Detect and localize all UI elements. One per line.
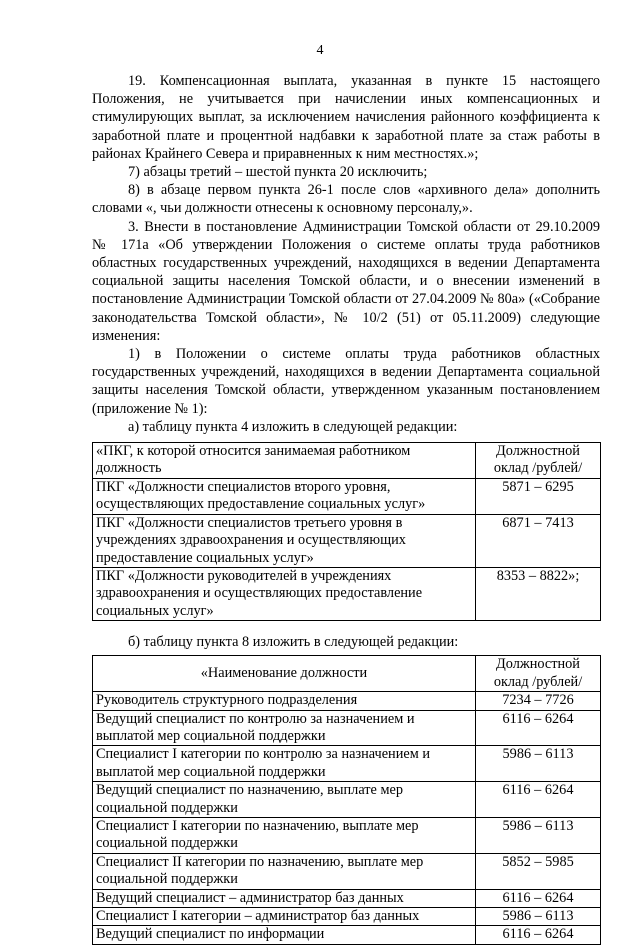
table-header-cell: Должностной оклад /рублей/ [476,443,601,479]
paragraph-item-7: 7) абзацы третий – шестой пункта 20 исключить; [128,164,428,181]
table-row [93,692,601,710]
table-cell-name: Специалист I категории по назначению, выплате мер социальной поддержки [93,817,476,853]
table-cell-salary: 5986 – 6113 [476,817,601,853]
table-header-cell: «Наименование должности [93,656,476,692]
table-cell-salary: 7234 – 7726 [476,692,601,710]
table-cell-salary: 6871 – 7413 [476,514,601,567]
table-cell-name: Ведущий специалист по назначению, выплате мер социальной поддержки [93,782,476,818]
table-row [93,710,601,746]
table-header-row [93,656,601,692]
table-row [93,817,601,853]
table-header-cell: Должностной оклад /рублей/ [476,656,601,692]
document-body [92,72,600,945]
table-cell-name: ПКГ «Должности руководителей в учреждениях здравоохранения и осуществляющих предоставление социальных услуг» [93,567,476,620]
table-cell-name: Специалист I категории по контролю за назначением и выплатой мер социальной поддержки [93,746,476,782]
table-cell-salary: 6116 – 6264 [476,926,601,944]
table-row [93,853,601,889]
paragraph-19: 19. Компенсационная выплата, указанная в пункте 15 настоящего Положения, не учитывается при начислении иных компенсационных и стимулирующих выплат, за исключением начисления районного коэффициента к заработной плате и процентной надбавки к заработной плате за стаж работы в районах Крайнего Севера и приравненных к ним местностях.»; [92,73,600,162]
table-header-cell: «ПКГ, к которой относится занимаемая работником должность [93,443,476,479]
paragraph-b: б) таблицу пункта 8 изложить в следующей редакции: [128,634,459,651]
table-cell-name: Ведущий специалист по контролю за назначением и выплатой мер социальной поддержки [93,710,476,746]
salary-table-positions [92,655,601,945]
table-cell-salary: 6116 – 6264 [476,889,601,907]
table-cell-name: ПКГ «Должности специалистов второго уровня, осуществляющих предоставление социальных услуг» [93,478,476,514]
table-header-row [93,443,601,479]
salary-table-pkg [92,442,601,621]
table-cell-name: Ведущий специалист по информации [93,926,476,944]
paragraph-3: 3. Внести в постановление Администрации Томской области от 29.10.2009 № 171а «Об утверждении Положения о системе оплаты труда работников областных государственных учреждений, находящихся в ведении Департамента социальной защиты населения Томской области, и о внесении изменений в постановление Администрации Томской области от 27.04.2009 № 80а» («Собрание законодательства Томской области», № 10/2 (51) от 05.11.2009) следующие изменения: [92,218,600,344]
table-cell-salary: 5986 – 6113 [476,908,601,926]
table-cell-name: Специалист II категории по назначению, выплате мер социальной поддержки [93,853,476,889]
table-row [93,567,601,620]
table-cell-salary: 6116 – 6264 [476,710,601,746]
table-row [93,514,601,567]
table-cell-name: ПКГ «Должности специалистов третьего уровня в учреждениях здравоохранения и осуществляющих предоставление социальных услуг» [93,514,476,567]
table-cell-name: Специалист I категории – администратор баз данных [93,908,476,926]
page-number: 4 [316,43,324,58]
table-row [93,746,601,782]
table-cell-salary: 5852 – 5985 [476,853,601,889]
table-cell-salary: 6116 – 6264 [476,782,601,818]
paragraph-item-8: 8) в абзаце первом пункта 26-1 после слов «архивного дела» дополнить словами «, чьи должности отнесены к основному персоналу,». [92,182,600,217]
table-row [93,478,601,514]
table-cell-salary: 8353 – 8822»; [476,567,601,620]
table-cell-salary: 5986 – 6113 [476,746,601,782]
table-cell-name: Ведущий специалист – администратор баз данных [93,889,476,907]
table-row [93,908,601,926]
paragraph-item-1: 1) в Положении о системе оплаты труда работников областных государственных учреждений, находящихся в ведении Департамента социальной защиты населения Томской области, утвержденном указанным постановлением (приложение № 1): [92,346,600,417]
paragraph-a: а) таблицу пункта 4 изложить в следующей редакции: [128,418,458,435]
table-cell-salary: 5871 – 6295 [476,478,601,514]
table-row [93,782,601,818]
table-cell-name: Руководитель структурного подразделения [93,692,476,710]
table-row [93,926,601,944]
